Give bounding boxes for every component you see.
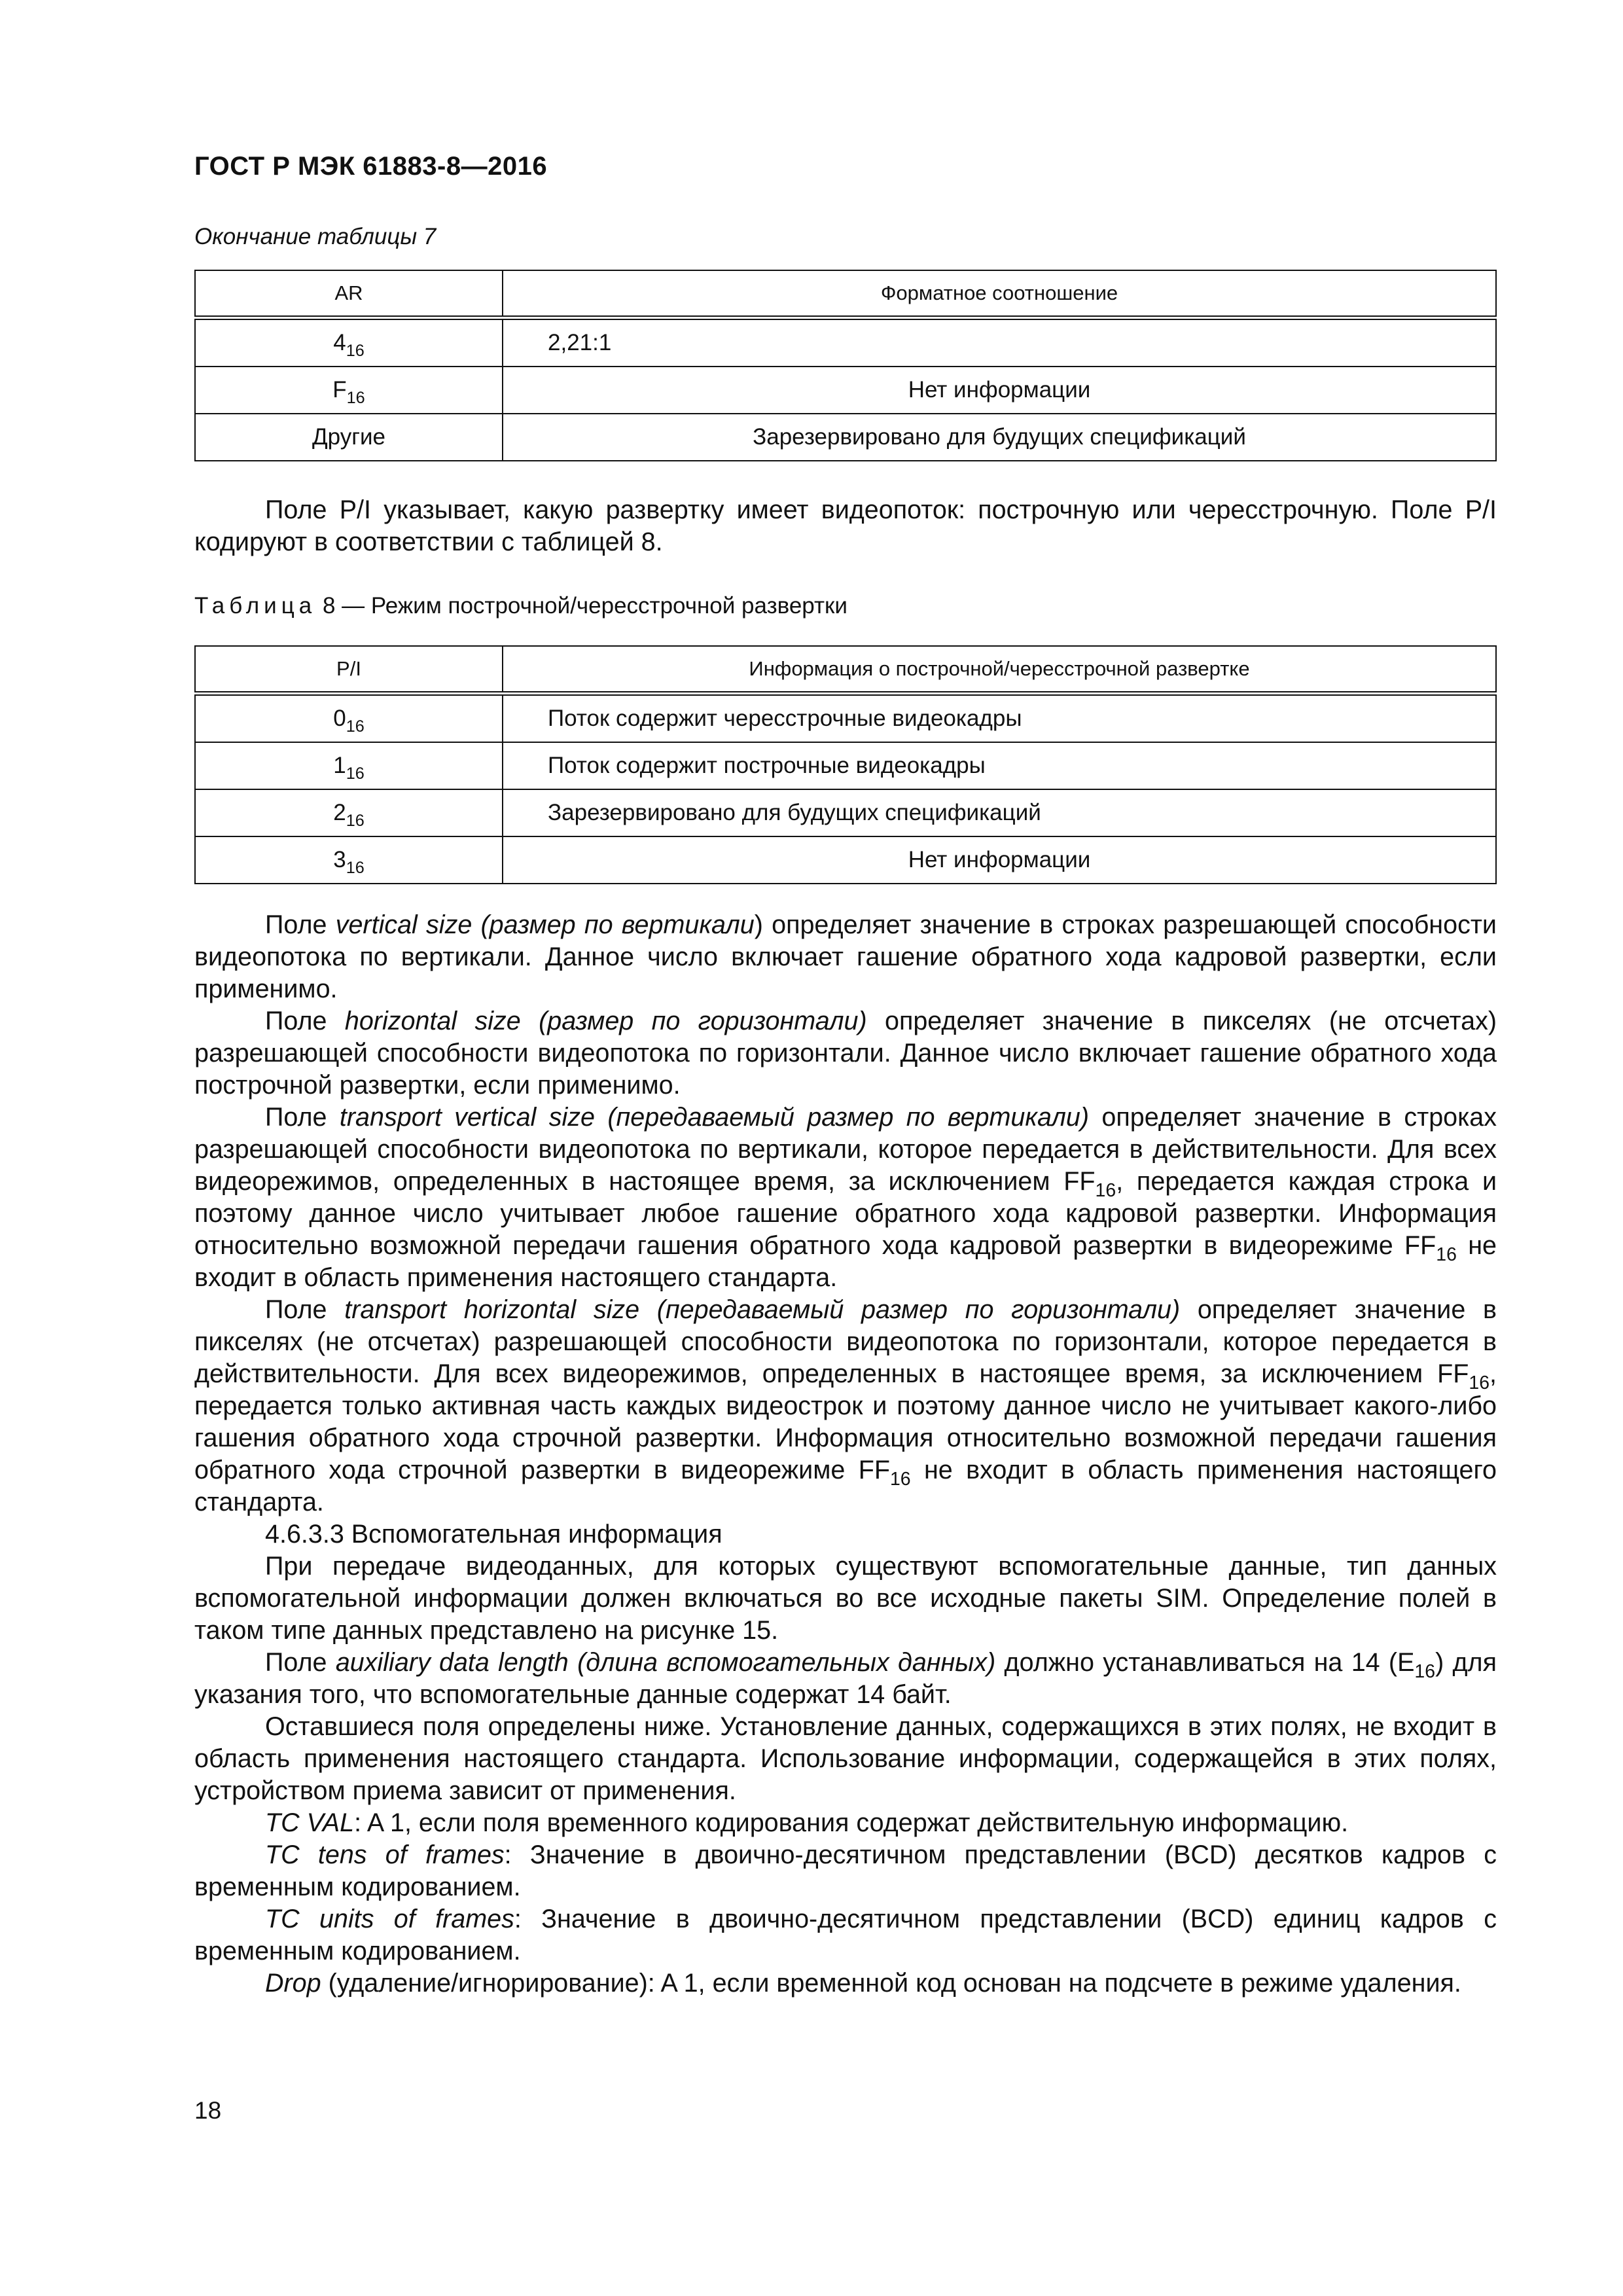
paragraph-vertical-size: Поле vertical size (размер по вертикали) определяет значение в строках разрешающей способности видеопотока по вертикали. Данное число включает гашение обратного хода кадровой развертки, если применимо. <box>194 910 1497 1003</box>
paragraph-tc-units: TC units of frames: Значение в двоично-десятичном представлении (BCD) единиц кадров с временным кодированием. <box>194 1905 1497 1965</box>
table-row <box>195 836 1496 884</box>
paragraph-drop: Drop (удаление/игнорирование): A 1, если временной код основан на подсчете в режиме удаления. <box>265 1969 1461 1998</box>
table-row <box>195 742 1496 789</box>
table-row <box>195 367 1496 414</box>
paragraph-transport-horizontal-size: Поле transport horizontal size (передаваемый размер по горизонтали) определяет значение в пикселях (не отсчетах) разрешающей способности видеопотока по горизонтали, которое передается в действительности. Для всех видеорежимов, определенных в настоящее время, за исключением $FF_{16}$, передается только активная часть каждых видеострок и поэтому данное число не учитывает какого-либо гашения обратного хода строчной развертки. Информация относительно возможной передачи гашения обратного хода строчной развертки в видеорежиме $FF_{16}$ не входит в область применения настоящего стандарта. <box>194 1295 1497 1516</box>
table-cell-code: $2_{16}$ <box>195 789 503 836</box>
table-7 <box>194 270 1497 461</box>
table-cell-value: 2,21:1 <box>503 318 1496 367</box>
table-cell-code: $F_{16}$ <box>195 367 503 414</box>
table-cell-value: Поток содержит построчные видеокадры <box>503 742 1496 789</box>
paragraph-block-pi <box>194 494 1497 558</box>
table-cell-value: Нет информации <box>503 836 1496 884</box>
table-cell-value: Зарезервировано для будущих спецификаций <box>503 414 1496 461</box>
table8-caption: Таблица 8 — Режим построчной/чересстрочной развертки <box>194 593 847 619</box>
paragraph-horizontal-size: Поле horizontal size (размер по горизонтали) определяет значение в пикселях (не отсчетах) разрешающей способности видеопотока по горизонтали. Данное число включает гашение обратного хода построчной развертки, если применимо. <box>194 1007 1497 1100</box>
table-cell-code: $4_{16}$ <box>195 318 503 367</box>
paragraph-tc-tens: TC tens of frames: Значение в двоично-десятичном представлении (BCD) десятков кадров с временным кодированием. <box>194 1840 1497 1901</box>
column-header-aspect-ratio: Форматное соотношение <box>503 270 1496 318</box>
table-row <box>195 318 1496 367</box>
body-text <box>194 909 1497 2000</box>
table-cell-code: $0_{16}$ <box>195 694 503 743</box>
section-heading: 4.6.3.3 Вспомогательная информация <box>265 1520 722 1549</box>
table-row <box>195 789 1496 836</box>
column-header-pi: P/I <box>195 646 503 694</box>
table-cell-code: Другие <box>195 414 503 461</box>
paragraph-remaining-fields: Оставшиеся поля определены ниже. Установление данных, содержащихся в этих полях, не входит в область применения настоящего стандарта. Использование информации, содержащейся в этих полях, устройством приема зависит от применения. <box>194 1712 1497 1805</box>
table-8 <box>194 645 1497 884</box>
table-row <box>195 414 1496 461</box>
table-cell-code: $1_{16}$ <box>195 742 503 789</box>
paragraph: Поле P/I указывает, какую развертку имеет видеопоток: построчную или чересстрочную. Поле P/I кодируют в соответствии с таблицей 8. <box>194 495 1497 556</box>
table-header-row <box>195 646 1496 694</box>
table-cell-code: $3_{16}$ <box>195 836 503 884</box>
column-header-scan-info: Информация о построчной/чересстрочной развертке <box>503 646 1496 694</box>
table-cell-value: Поток содержит чересстрочные видеокадры <box>503 694 1496 743</box>
paragraph-aux-data-length: Поле auxiliary data length (длина вспомогательных данных) должно устанавливаться на 14 $(E_{16})$ для указания того, что вспомогательные данные содержат 14 байт. <box>194 1648 1497 1709</box>
table-cell-value: Зарезервировано для будущих спецификаций <box>503 789 1496 836</box>
table-cell-value: Нет информации <box>503 367 1496 414</box>
paragraph-transport-vertical-size: Поле transport vertical size (передаваемый размер по вертикали) определяет значение в строках разрешающей способности видеопотока по вертикали, которое передается в действительности. Для всех видеорежимов, определенных в настоящее время, за исключением $FF_{16}$, передается каждая строка и поэтому данное число учитывает любое гашение обратного хода кадровой развертки. Информация относительно возможной передачи гашения обратного хода кадровой развертки в видеорежиме $FF_{16}$ не входит в область применения настоящего стандарта. <box>194 1103 1497 1292</box>
paragraph-aux: При передаче видеоданных, для которых существуют вспомогательные данные, тип данных вспомогательной информации должен включаться во все исходные пакеты SIM. Определение полей в таком типе данных представлено на рисунке 15. <box>194 1552 1497 1645</box>
document-header: ГОСТ Р МЭК 61883-8—2016 <box>194 152 548 181</box>
paragraph-tc-val: TC VAL: A 1, если поля временного кодирования содержат действительную информацию. <box>265 1808 1349 1837</box>
column-header-ar: AR <box>195 270 503 318</box>
table-header-row <box>195 270 1496 318</box>
table7-continuation-caption: Окончание таблицы 7 <box>194 224 437 249</box>
table-row <box>195 694 1496 743</box>
page-number: 18 <box>194 2097 222 2124</box>
